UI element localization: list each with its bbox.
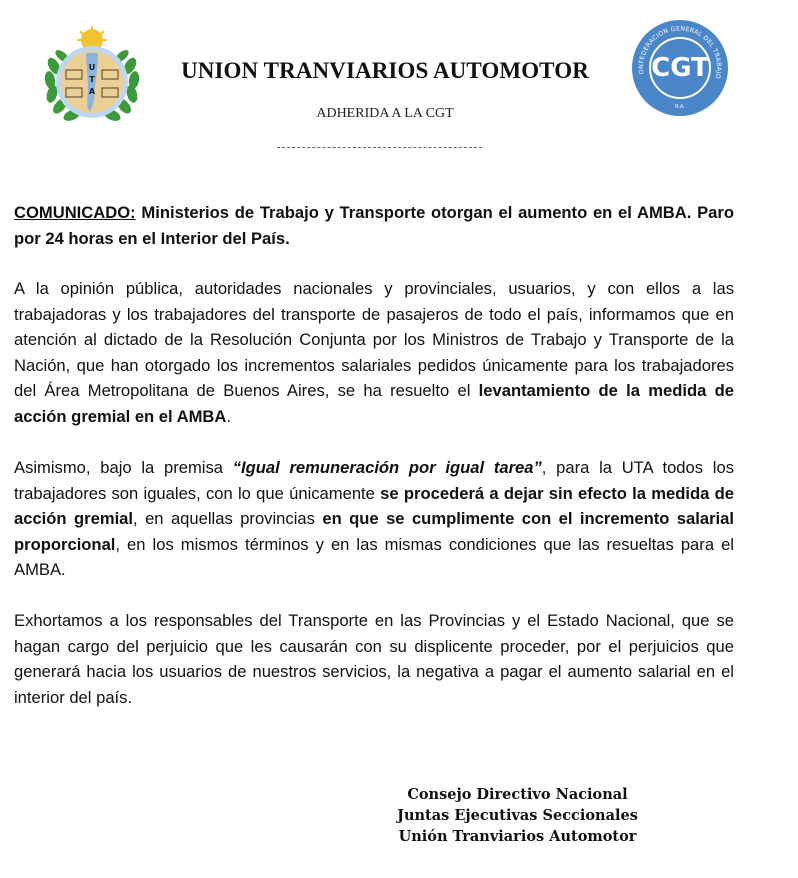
paragraph-2-text-a: Asimismo, bajo la premisa (14, 458, 233, 477)
svg-text:U: U (88, 63, 96, 72)
dashed-separator (277, 147, 482, 148)
paragraph-1-text: A la opinión pública, autoridades nacionales y provinciales, usuarios, y con ellos a las trabajadoras y los trabajadores del transporte de pasajeros de todo el país, informamos que en atención al dictado de la Resolución Conjunta por los Ministros de Trabajo y Transporte de la Nación, que han otorgado los incrementos salariales pedidos únicamente para los trabajadores del Área Metropolitana de Buenos Aires, se ha resuelto el (14, 279, 734, 400)
paragraph-1 (14, 276, 734, 429)
paragraph-2-text-d: , en los mismos términos y en las mismas condiciones que las resueltas para el AMBA. (14, 534, 734, 579)
signature-line: Juntas Ejecutivas Seccionales (397, 807, 638, 824)
paragraph-1-end: . (226, 406, 232, 426)
paragraph-1-bold: levantamiento de la medida de acción gremial en el AMBA (14, 381, 734, 426)
signature-line: Unión Tranviarios Automotor (398, 828, 637, 845)
paragraph-3-text: Exhortamos a los responsables del Transporte en las Provincias y el Estado Nacional, que se hagan cargo del perjuicio que les causarán con su displicente proceder, por el perjuicios que generará hacia los usuarios de nuestros servicios, la negativa a pagar el aumento salarial en el interior del país. (14, 611, 734, 707)
paragraph-2-text-c: , en aquellas provincias (133, 509, 323, 528)
organization-subtitle: ADHERIDA A LA CGT (316, 106, 454, 121)
svg-text:CGT: CGT (651, 53, 709, 83)
paragraph-2-bold-a: se procederá a dejar sin efecto la medida de acción gremial (14, 483, 734, 528)
paragraph-2-quote: “Igual remuneración por igual tarea” (232, 458, 542, 477)
heading-text: Ministerios de Trabajo y Transporte otorgan el aumento en el AMBA. Paro por 24 horas en el Interior del País. (14, 203, 734, 248)
paragraph-2 (14, 455, 734, 583)
paragraph-2-text-b: , para la UTA todos los trabajadores son iguales, con lo que únicamente (14, 458, 734, 503)
svg-text:A: A (88, 87, 96, 96)
comunicado-label: COMUNICADO: (14, 203, 136, 222)
signature-block (380, 784, 655, 847)
svg-text:T: T (89, 75, 95, 84)
svg-text:R.A.: R.A. (675, 104, 685, 110)
uta-emblem-icon (40, 26, 144, 126)
paragraph-3 (14, 608, 734, 710)
paragraph-2-bold-b: en que se cumplimente con el incremento salarial proporcional (14, 509, 734, 554)
communique-heading (14, 200, 734, 251)
svg-text:CONFEDERACION GENERAL DEL TRAB: ONFEDERACION GENERAL DEL TRABAJO (637, 25, 723, 80)
signature-line: Consejo Directivo Nacional (407, 786, 628, 803)
organization-title: UNION TRANVIARIOS AUTOMOTOR (181, 58, 589, 83)
cgt-emblem-icon (630, 18, 730, 118)
